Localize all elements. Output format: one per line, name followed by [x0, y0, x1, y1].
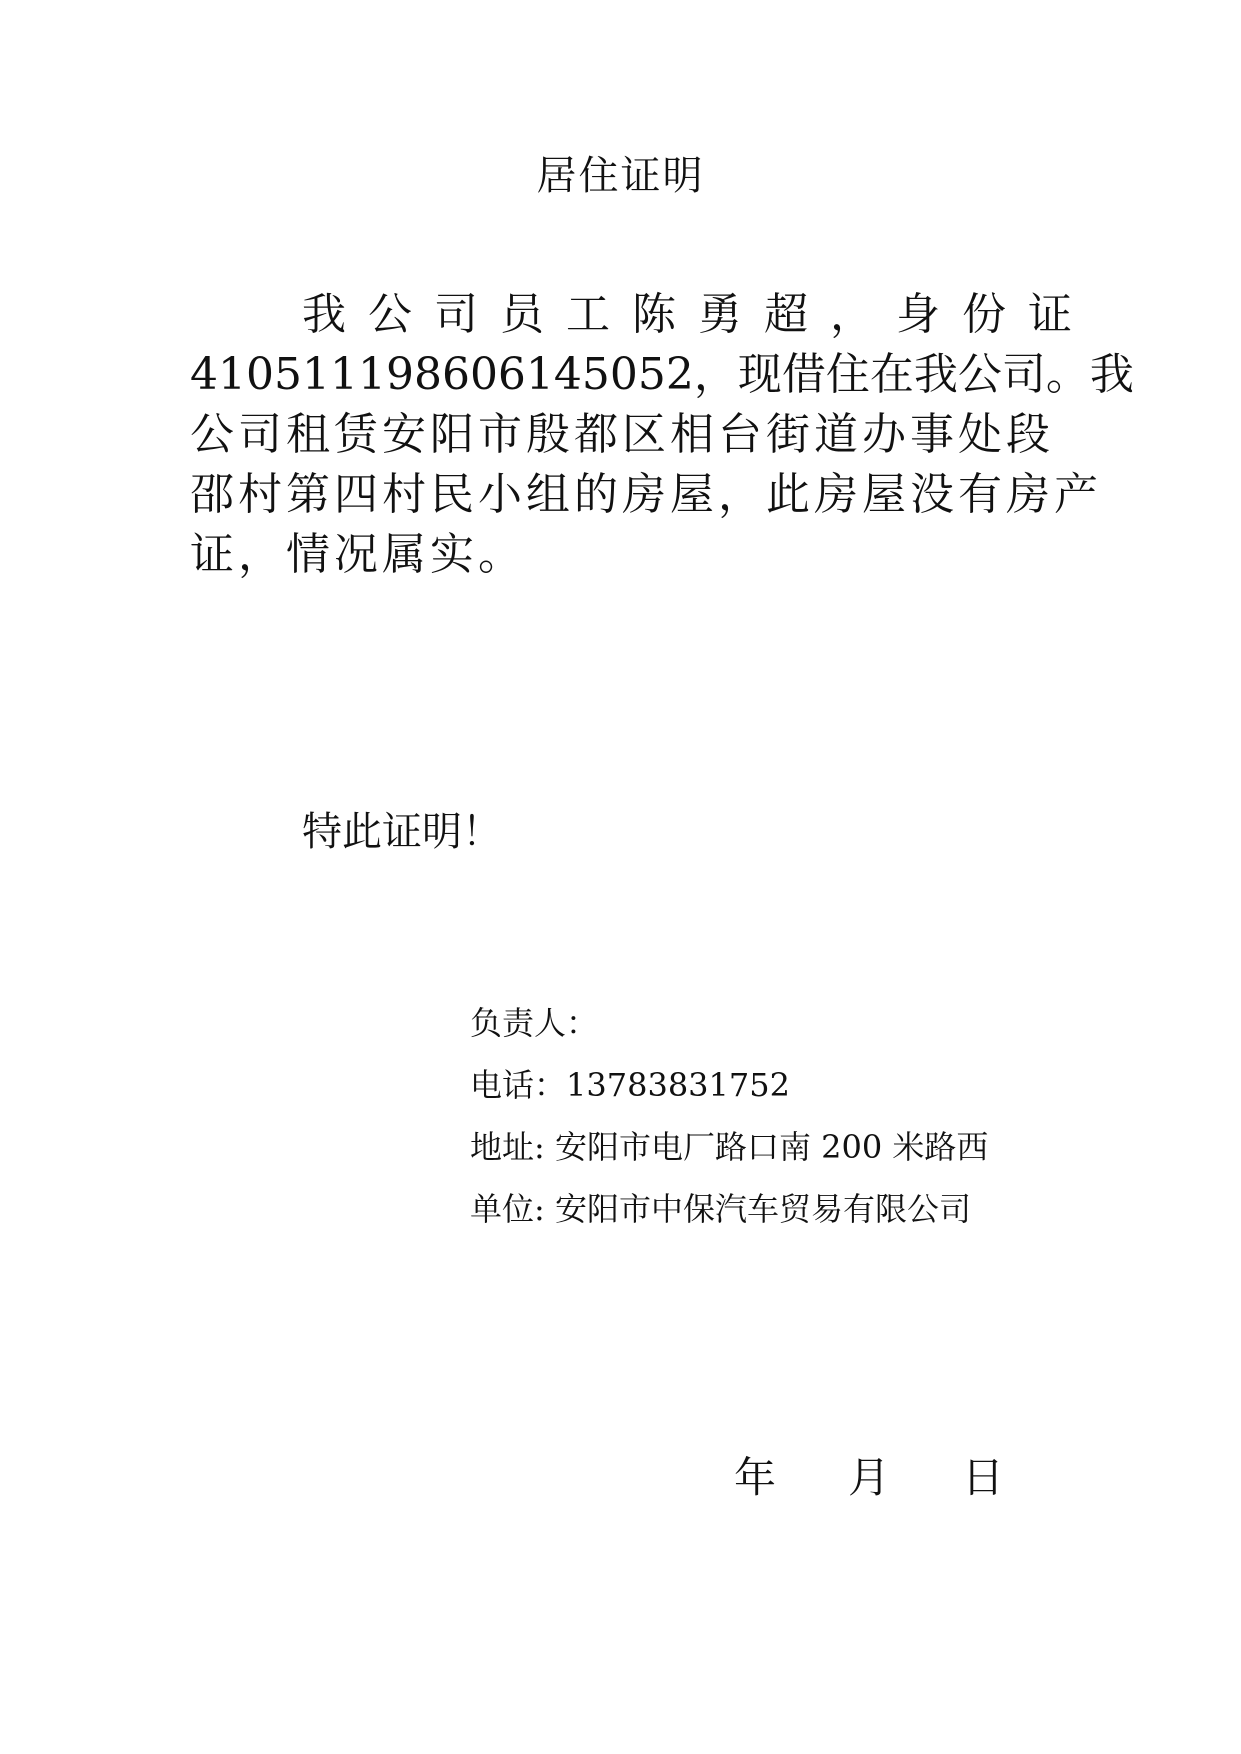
date-month: 月 [848, 1453, 891, 1502]
body-line: 邵村第四村民小组的房屋，此房屋没有房产 [190, 469, 1102, 520]
body-line: 公司租赁安阳市殷都区相台街道办事处段 [190, 409, 1054, 460]
responsible-person-row [470, 1002, 1060, 1064]
unit-row [470, 1188, 1060, 1250]
closing-statement: 特此证明！ [302, 809, 502, 855]
document-title: 居住证明 [536, 153, 705, 199]
address-value: 安阳市电厂路口南 200 米路西 [554, 1128, 989, 1166]
body-line: 证，情况属实。 [190, 529, 526, 580]
responsible-person-label: 负责人： [470, 1004, 599, 1042]
body-line: 410511198606145052，现借住在我公司。我 [190, 349, 1134, 400]
address-row [470, 1126, 1060, 1188]
address-label: 地址: [470, 1128, 555, 1166]
phone-row [470, 1064, 1060, 1126]
unit-label: 单位: [470, 1190, 555, 1228]
body-paragraph [190, 285, 1134, 585]
date-year: 年 [734, 1453, 777, 1502]
signature-block [470, 1002, 1060, 1250]
phone-value: 13783831752 [566, 1066, 790, 1104]
date-line [734, 1450, 1004, 1506]
unit-value: 安阳市中保汽车贸易有限公司 [554, 1190, 971, 1228]
phone-label: 电话： [470, 1066, 567, 1104]
date-day: 日 [962, 1453, 1005, 1502]
body-line: 我公司员工陈勇超，身份证 [302, 289, 1094, 340]
